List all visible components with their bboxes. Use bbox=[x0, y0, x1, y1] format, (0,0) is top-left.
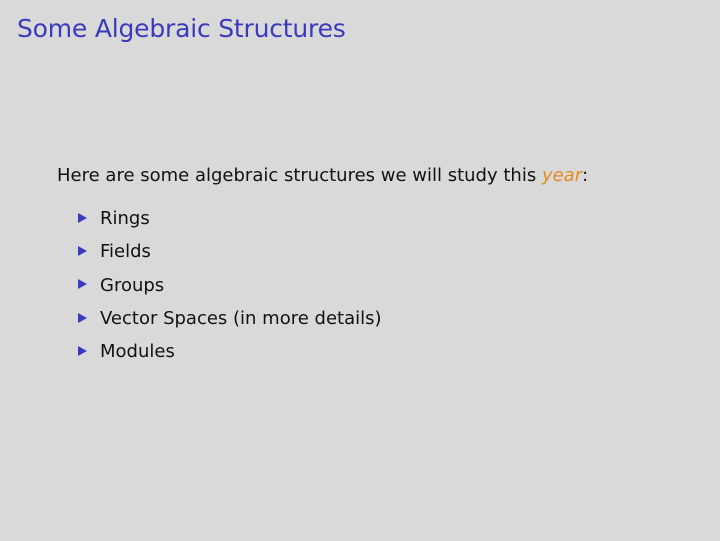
list-item bbox=[78, 335, 382, 368]
triangle-right-icon bbox=[78, 279, 87, 289]
list-item-label: Modules bbox=[100, 341, 175, 363]
triangle-right-icon bbox=[78, 346, 87, 356]
triangle-right-icon bbox=[78, 313, 87, 323]
list-item-label: Vector Spaces (in more details) bbox=[100, 308, 382, 330]
list-item-label: Fields bbox=[100, 241, 151, 263]
intro-emphasis: year bbox=[541, 165, 583, 186]
list-item bbox=[78, 235, 382, 268]
intro-prefix: Here are some algebraic structures we will study this bbox=[57, 165, 542, 186]
list-item bbox=[78, 269, 382, 302]
triangle-right-icon bbox=[78, 213, 87, 223]
structure-list bbox=[78, 202, 382, 368]
triangle-right-icon bbox=[78, 246, 87, 256]
list-item-label: Rings bbox=[100, 208, 150, 230]
intro-text bbox=[57, 165, 588, 186]
list-item bbox=[78, 302, 382, 335]
slide-title: Some Algebraic Structures bbox=[17, 14, 346, 43]
intro-suffix: : bbox=[582, 165, 589, 186]
list-item-label: Groups bbox=[100, 274, 165, 296]
list-item bbox=[78, 202, 382, 235]
